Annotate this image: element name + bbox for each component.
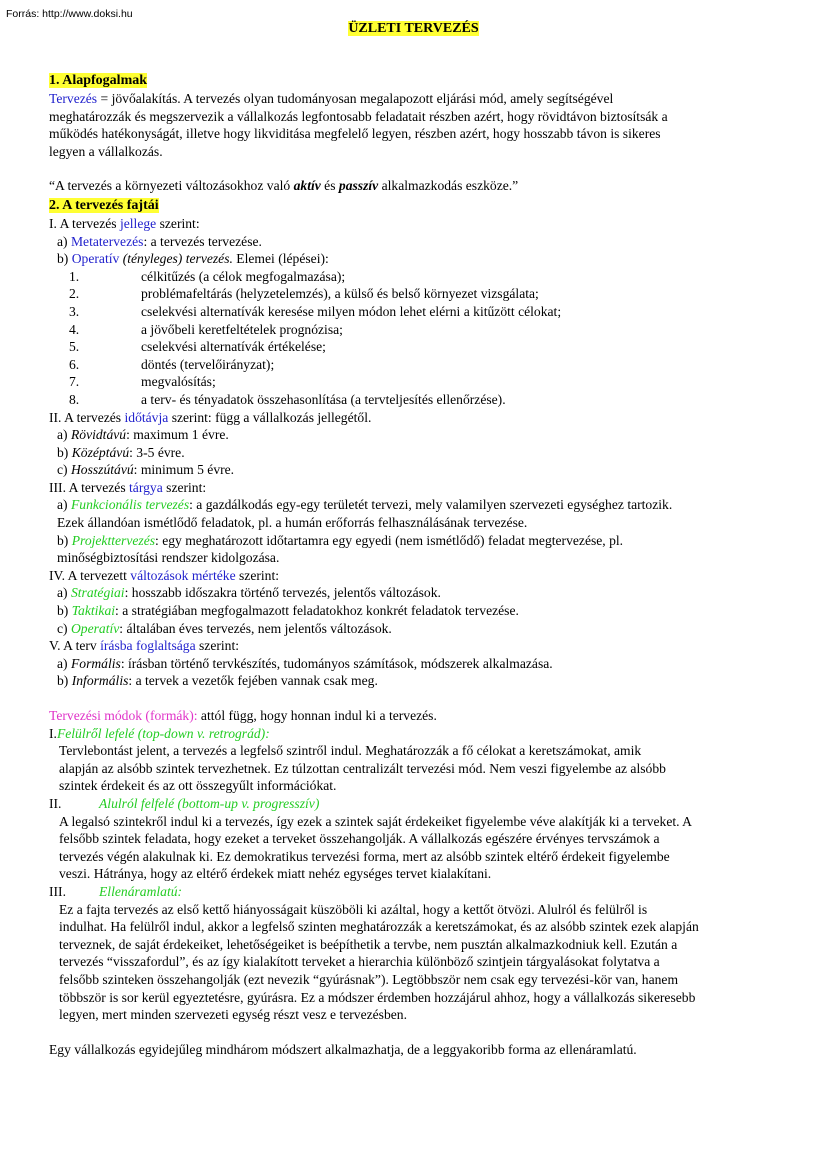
document-title: ÜZLETI TERVEZÉS: [348, 21, 479, 36]
category-IV-b: b) Taktikai: a stratégiában megfogalmazott feladatokhoz konkrét feladatok tervezése.: [57, 603, 519, 619]
list-item: 1. célkitűzés (a célok megfogalmazása);: [69, 268, 346, 284]
category-V-a: a) Formális: írásban történő tervkészítés, tudományos számítások, módszerek alkalmazása.: [57, 655, 553, 671]
section-2-heading: 2. A tervezés fajtái: [49, 197, 159, 213]
category-III-b: b) Projekttervezés: egy meghatározott időtartamra egy egyedi (nem ismétlődő) feladat megtervezése, pl.: [57, 532, 624, 548]
document-body: [49, 71, 779, 1058]
list-item: 6. döntés (tervelőirányzat);: [69, 356, 275, 372]
mode-1-title: I.Felülről lefelé (top-down v. retrográd):: [49, 725, 270, 741]
category-II-a: a) Rövidtávú: maximum 1 évre.: [57, 427, 229, 443]
list-item: 2. problémafeltárás (helyzetelemzés), a külső és belső környezet vizsgálata;: [69, 286, 539, 302]
category-II-c: c) Hosszútávú: minimum 5 évre.: [57, 462, 235, 478]
mode-2-title: II. Alulról felfelé (bottom-up v. progresszív): [49, 795, 320, 811]
category-IV-a: a) Stratégiai: hosszabb időszakra történő tervezés, jelentős változások.: [57, 585, 441, 601]
category-I-b: b) Operatív (tényleges) tervezés. Elemei (lépései):: [57, 251, 329, 267]
mode-2-text: A legalsó szintekről indul ki a tervezés, így ezek a szintek saját érdekeiket figyelembe véve alakítják ki a terveket. A felsőbb szintek feladata, hogy ezeket a terveket összehangolják. A vállalkozás egészére érvényes tervszámok a tervezés végén alakulnak ki. Ez demokratikus tervezési forma, mert az alsóbb szintek eltérő érdekeit figyelembe veszi. Hátránya, hogy az eltérő érdekek miatt nehéz egységes tervet kialakítani.: [59, 813, 692, 882]
category-II-b: b) Középtávú: 3-5 évre.: [57, 444, 185, 460]
category-III-a-cont: Ezek állandóan ismétlődő feladatok, pl. a humán erőforrás felhasználásának tervezése.: [57, 515, 528, 531]
closing-sentence: Egy vállalkozás egyidejűleg mindhárom módszert alkalmazhatja, de a leggyakoribb forma az ellenáramlatú.: [49, 1041, 637, 1057]
category-III-a: a) Funkcionális tervezés: a gazdálkodás egy-egy területét tervezi, mely valamilyen szervezeti egységhez tartozik.: [57, 497, 673, 513]
category-II: II. A tervezés időtávja szerint: függ a vállalkozás jellegétől.: [49, 409, 372, 425]
list-item: 8. a terv- és tényadatok összehasonlítása (a tervteljesítés ellenőrzése).: [69, 391, 506, 407]
mode-1-text: Tervlebontást jelent, a tervezés a legfelső szintről indul. Meghatározzák a fő célokat a keretszámokat, amik alapján az alsóbb szintek tervezhetnek. Ez túlzottan centralizált tervezési mód. Nem veszi figyelembe az alsóbb szintek érdekeit és az ott összegyűlt információkat.: [59, 743, 666, 794]
category-IV: IV. A tervezett változások mértéke szerint:: [49, 567, 280, 583]
mode-3-text: Ez a fajta tervezés az első kettő hiányosságait küszöböli ki azáltal, hogy a kettőt ötvözi. Alulról és felülről is indulhat. Ha felülről indul, akkor a legfelső szinten meghatározzák a keretszámokat, és az alsóbb szintek ezek alapján terveznek, de saját érdekeiket, lehetőségeiket is beépíthetik a tervbe, nem pusztán alkalmazkodniuk kell. Ezután a tervezés “visszafordul”, és az így kialakított terveket a hierarchia különböző szintjein tárgyalásokat folytatva a felsőbb szinteken összehangolják (ezt nevezik “gyúrásnak”). Legtöbbször nem csak egy tervezési-kör van, hanem többször is sor kerül egyeztetésre, gyúrásra. Ez a módszer érdemben hozzájárul ahhoz, hogy a vállalkozás sikeresebb legyen, mert minden szervezeti egység részt vesz e tervezésben.: [59, 901, 699, 1023]
source-url: Forrás: http://www.doksi.hu: [6, 8, 133, 20]
category-III-b-cont: minőségbiztosítási rendszer kidolgozása.: [57, 550, 280, 566]
term-tervezes: Tervezés: [49, 91, 98, 106]
list-item: 7. megvalósítás;: [69, 374, 216, 390]
category-III: III. A tervezés tárgya szerint:: [49, 479, 207, 495]
category-I-a: a) Metatervezés: a tervezés tervezése.: [57, 233, 262, 249]
definition-paragraph: Tervezés = jövőalakítás. A tervezés olyan tudományosan megalapozott eljárási mód, amely segítségével meghatározzák és megszervezik a vállalkozás legfontosabb feladatait részben azért, hogy rövidtávon biztosítsák a működés hatékonyságát, illetve hogy likviditása megfelelő legyen, részben azért, hogy hosszabb távon is sikeres legyen a vállalkozás.: [49, 91, 668, 159]
quote: “A tervezés a környezeti változásokhoz való aktív és passzív alkalmazkodás eszköze.”: [49, 178, 519, 194]
list-item: 3. cselekvési alternatívák keresése milyen módon lehet elérni a kitűzött célokat;: [69, 303, 562, 319]
mode-3-title: III. Ellenáramlatú:: [49, 883, 183, 899]
section-1-heading: 1. Alapfogalmak: [49, 73, 148, 88]
list-item: 4. a jövőbeli keretfeltételek prognózisa;: [69, 321, 343, 337]
steps-list: [49, 268, 779, 409]
category-V: V. A terv írásba foglaltsága szerint:: [49, 638, 240, 654]
category-I: I. A tervezés jellege szerint:: [49, 215, 200, 231]
category-V-b: b) Informális: a tervek a vezetők fejében vannak csak meg.: [57, 673, 378, 689]
list-item: 5. cselekvési alternatívák értékelése;: [69, 339, 326, 355]
planning-modes-intro: Tervezési módok (formák): attól függ, hogy honnan indul ki a tervezés.: [49, 708, 437, 723]
category-IV-c: c) Operatív: általában éves tervezés, nem jelentős változások.: [57, 620, 392, 636]
